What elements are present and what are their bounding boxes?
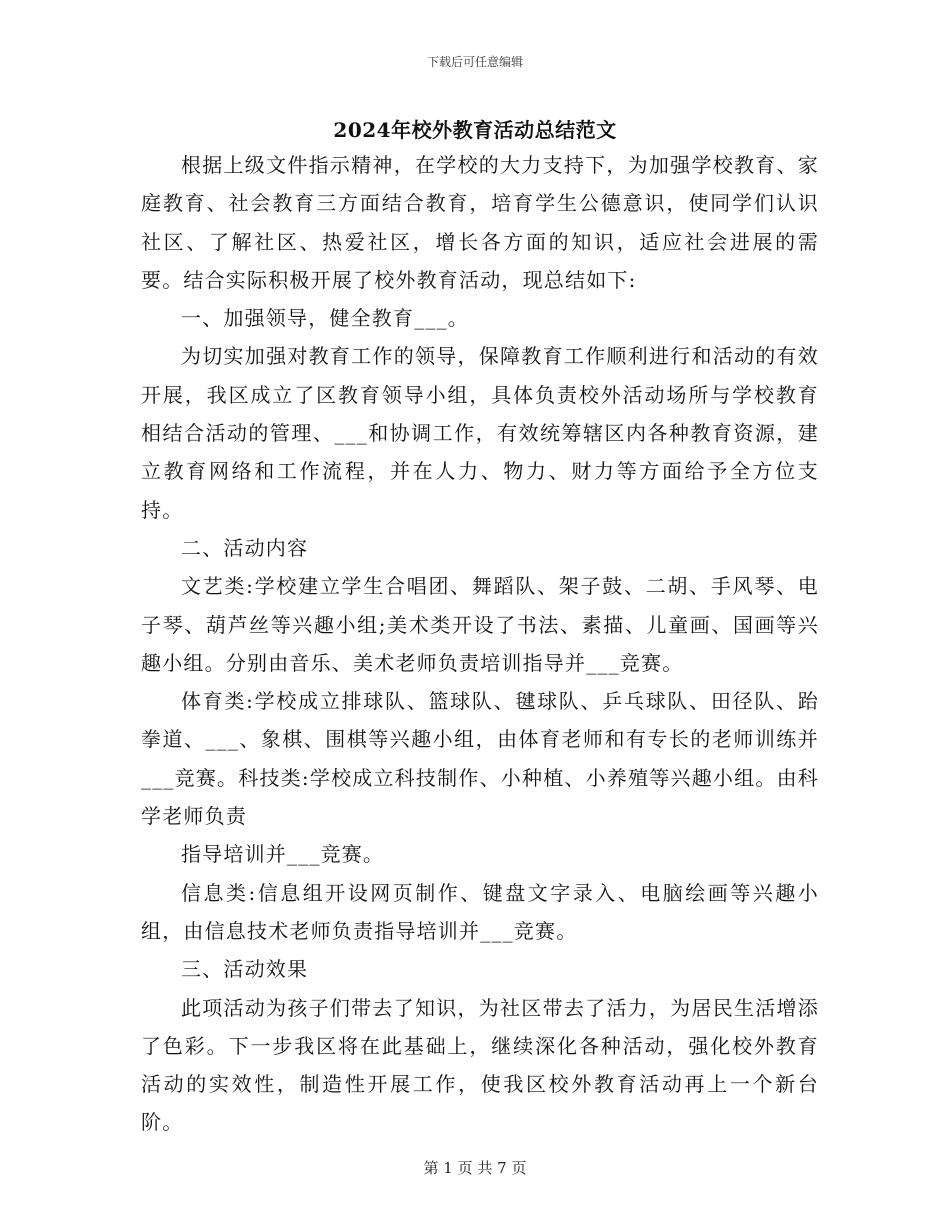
paragraph-information: 信息类:信息组开设网页制作、键盘文字录入、电脑绘画等兴趣小组，由信息技术老师负责指导培训并___竞赛。 [141, 880, 819, 943]
document-title: 2024年校外教育活动总结范文 [333, 118, 617, 142]
section-heading-activities: 二、活动内容 [181, 535, 309, 560]
paragraph-results: 此项活动为孩子们带去了知识，为社区带去了活力，为居民生活增添了色彩。下一步我区将在此基础上，继续深化各种活动，强化校外教育活动的实效性，制造性开展工作，使我区校外教育活动再上一个新台阶。 [141, 995, 819, 1135]
paragraph-intro: 根据上级文件指示精神，在学校的大力支持下，为加强学校教育、家庭教育、社会教育三方面结合教育，培育学生公德意识，使同学们认识社区、了解社区、热爱社区，增长各方面的知识，适应社会进展的需要。结合实际积极开展了校外教育活动，现总结如下: [141, 153, 819, 292]
paragraph-leadership: 为切实加强对教育工作的领导，保障教育工作顺利进行和活动的有效开展，我区成立了区教育领导小组，具体负责校外活动场所与学校教育相结合活动的管理、___和协调工作，有效统筹辖区内各种教育资源，建立教育网络和工作流程，并在人力、物力、财力等方面给予全方位支持。 [141, 344, 819, 522]
paragraph-sports: 体育类:学校成立排球队、篮球队、毽球队、乒乓球队、田径队、跆拳道、___、象棋、围棋等兴趣小组，由体育老师和有专长的老师训练并___竞赛。科技类:学校成立科技制作、小种植、小养殖等兴趣小组。由科学老师负责 [141, 689, 819, 829]
section-heading-results: 三、活动效果 [181, 957, 309, 982]
page-header: 下载后可任意编辑 [426, 55, 523, 69]
section-heading-leadership: 一、加强领导，健全教育___。 [181, 306, 469, 331]
paragraph-arts: 文艺类:学校建立学生合唱团、舞蹈队、架子鼓、二胡、手风琴、电子琴、葫芦丝等兴趣小组;美术类开设了书法、素描、儿童画、国画等兴趣小组。分别由音乐、美术老师负责培训指导并___竞赛。 [141, 574, 819, 675]
paragraph-training: 指导培训并___竞赛。 [181, 842, 385, 867]
document-body [141, 146, 819, 1142]
page-number: 第 1 页 共 7 页 [423, 1159, 527, 1177]
